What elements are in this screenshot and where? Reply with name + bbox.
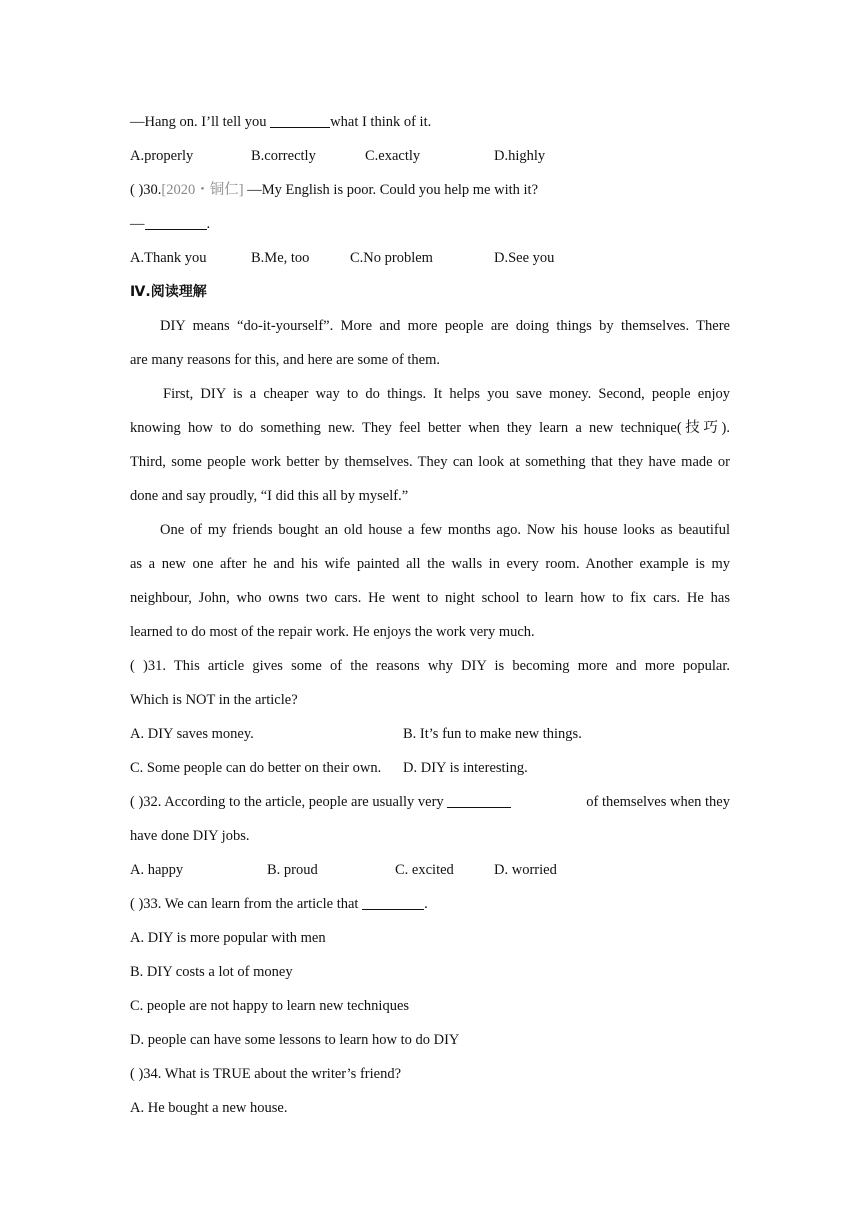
passage-line: as a new one after he and his wife painted all the walls in every room. Another example is my	[130, 556, 730, 572]
passage-line: knowing how to do something new. They feel better when they learn a new technique(技巧).	[130, 420, 730, 436]
q31-stem: ( )31. This article gives some of the reasons why DIY is becoming more and more popular.	[130, 658, 730, 674]
q29-options	[130, 146, 730, 166]
answer-blank	[270, 113, 330, 128]
option-c: C. people are not happy to learn new techniques	[130, 998, 410, 1014]
option-b: B. It’s fun to make new things.	[403, 726, 582, 742]
option-a: A.Thank you	[130, 250, 207, 266]
q33-stem: ( )33. We can learn from the article that .	[130, 896, 428, 912]
q32-stem: ( )32. According to the article, people are usually very of themselves when they	[130, 794, 730, 810]
q30-options	[130, 248, 730, 268]
q31-stem-cont: Which is NOT in the article?	[130, 692, 298, 708]
option-a: A. happy	[130, 862, 184, 878]
passage-line: are many reasons for this, and here are some of them.	[130, 352, 441, 368]
passage-line: DIY means “do-it-yourself”. More and more people are doing things by themselves. There	[160, 318, 730, 334]
answer-blank	[362, 895, 424, 910]
option-b: B. proud	[267, 862, 318, 878]
question-source: [2020・铜仁]	[161, 182, 244, 198]
option-a: A. DIY saves money.	[130, 726, 254, 742]
q29-stem: —Hang on. I’ll tell you what I think of it.	[130, 114, 432, 130]
option-a: A. DIY is more popular with men	[130, 930, 326, 946]
option-a: A.properly	[130, 148, 194, 164]
passage-line: neighbour, John, who owns two cars. He went to night school to learn how to fix cars. He has	[130, 590, 730, 606]
option-d: D. people can have some lessons to learn how to do DIY	[130, 1032, 460, 1048]
q30-stem: ( )30.[2020・铜仁] —My English is poor. Could you help me with it?	[130, 182, 539, 198]
passage-line: One of my friends bought an old house a few months ago. Now his house looks as beautiful	[160, 522, 730, 538]
option-b: B.correctly	[251, 148, 316, 164]
passage-line: First, DIY is a cheaper way to do things. It helps you save money. Second, people enjoy	[163, 386, 730, 402]
option-a: A. He bought a new house.	[130, 1100, 288, 1116]
option-c: C. Some people can do better on their own.	[130, 760, 382, 776]
answer-blank	[145, 215, 207, 230]
option-b: B. DIY costs a lot of money	[130, 964, 293, 980]
q30-reply: — .	[130, 216, 211, 232]
q32-stem-cont: have done DIY jobs.	[130, 828, 250, 844]
q31-options-row1	[130, 724, 730, 744]
option-d: D. DIY is interesting.	[403, 760, 528, 776]
q32-options	[130, 860, 730, 880]
option-c: C.No problem	[350, 250, 433, 266]
passage-line: learned to do most of the repair work. He enjoys the work very much.	[130, 624, 535, 640]
option-d: D. worried	[494, 862, 557, 878]
option-c: C.exactly	[365, 148, 421, 164]
option-b: B.Me, too	[251, 250, 310, 266]
section-heading: Ⅳ.阅读理解	[130, 284, 207, 300]
answer-blank	[447, 793, 511, 808]
option-d: D.highly	[494, 148, 546, 164]
passage-line: done and say proudly, “I did this all by myself.”	[130, 488, 409, 504]
passage-line: Third, some people work better by themselves. They can look at something that they have made or	[130, 454, 730, 470]
q34-stem: ( )34. What is TRUE about the writer’s friend?	[130, 1066, 402, 1082]
option-d: D.See you	[494, 250, 555, 266]
q31-options-row2	[130, 758, 730, 778]
option-c: C. excited	[395, 862, 454, 878]
